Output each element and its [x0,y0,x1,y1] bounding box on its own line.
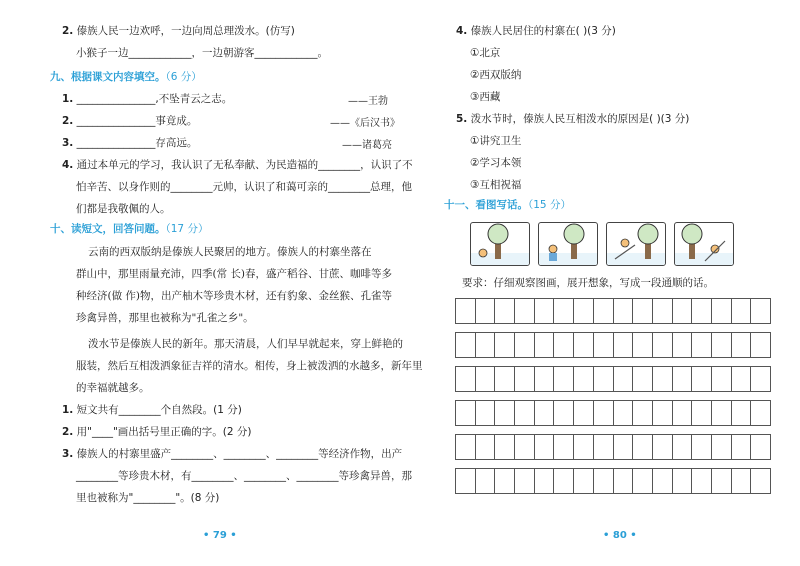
item-number: 4. [62,159,74,171]
grid-cell[interactable] [652,298,672,324]
grid-cell[interactable] [672,468,692,494]
item-number: 2. [62,426,74,438]
grid-cell[interactable] [672,366,692,392]
grid-cell[interactable] [691,332,711,358]
item-number: 1. [62,404,74,416]
item-text-continued: ________等珍贵木材，有________、________、________等珍禽异兽，那 [76,470,412,482]
grid-cell[interactable] [593,332,613,358]
grid-cell[interactable] [573,468,593,494]
grid-cell[interactable] [613,298,633,324]
comic-panel-4 [674,222,734,266]
grid-cell[interactable] [455,400,475,426]
item-number: 1. [62,93,74,105]
fill-item-3 [62,136,197,150]
grid-cell[interactable] [613,400,633,426]
grid-row [455,434,771,460]
reading-question-1 [62,403,242,417]
page-number-left: • 79 • [203,530,237,541]
attribution: ——诸葛亮 [342,140,392,151]
passage-line: 种经济(做 作)物，出产柚木等珍贵木材，还有豹象、金丝猴、孔雀等 [76,290,393,302]
writing-requirement: 要求：仔细观察图画，展开想象，写成一段通顺的话。 [462,277,714,289]
grid-cell[interactable] [711,434,731,460]
grid-cell[interactable] [672,400,692,426]
passage-line: 云南的西双版纳是傣族人民聚居的地方。傣族人的村寨坐落在 [88,246,372,258]
grid-cell[interactable] [573,332,593,358]
section-points: （15 分） [528,199,571,211]
grid-cell[interactable] [475,434,495,460]
grid-cell[interactable] [632,332,652,358]
grid-cell[interactable] [534,332,554,358]
grid-cell[interactable] [711,332,731,358]
grid-cell[interactable] [573,400,593,426]
grid-cell[interactable] [534,400,554,426]
option-item[interactable]: ③西藏 [470,91,501,103]
grid-cell[interactable] [534,468,554,494]
question-5 [456,112,689,126]
section-9-heading [50,70,202,84]
grid-cell[interactable] [711,400,731,426]
fill-blank[interactable]: ____________ [128,47,192,59]
grid-cell[interactable] [593,468,613,494]
grid-cell[interactable] [632,298,652,324]
section-title: 十、读短文，回答问题。 [50,223,166,235]
item-text-continued: 们都是我敬佩的人。 [76,203,171,215]
grid-cell[interactable] [475,298,495,324]
fill-item-2 [62,114,197,128]
grid-cell[interactable] [514,400,534,426]
item-text: _______________,不坠青云之志。 [76,93,233,105]
item-text: 泼水节时，傣族人民互相泼水的原因是( )(3 分) [470,113,690,125]
passage-line: 的幸福就越多。 [76,382,150,394]
passage-line: 泼水节是傣族人民的新年。那天清晨，人们早早就起来，穿上鲜艳的 [88,338,403,350]
grid-cell[interactable] [691,400,711,426]
imitation-middle: ，一边朝游客 [191,47,255,59]
grid-cell[interactable] [711,468,731,494]
grid-cell[interactable] [494,400,514,426]
grid-cell[interactable] [652,366,672,392]
grid-cell[interactable] [750,332,771,358]
option-item[interactable]: ①北京 [470,47,501,59]
grid-cell[interactable] [731,400,751,426]
grid-cell[interactable] [455,332,475,358]
grid-cell[interactable] [750,298,771,324]
attribution: ——王勃 [348,96,388,107]
item-text: _______________事竟成。 [76,115,198,127]
item-number: 2. [62,115,74,127]
grid-cell[interactable] [573,434,593,460]
question-4 [456,24,616,38]
grid-cell[interactable] [534,434,554,460]
grid-row [455,332,771,358]
grid-cell[interactable] [455,298,475,324]
grid-cell[interactable] [691,468,711,494]
item-text: _______________存高远。 [76,137,198,149]
grid-cell[interactable] [750,400,771,426]
grid-cell[interactable] [750,434,771,460]
option-item[interactable]: ①讲究卫生 [470,135,522,147]
option-item[interactable]: ③互相祝福 [470,179,522,191]
imitation-line [76,46,328,60]
grid-cell[interactable] [475,366,495,392]
grid-row [455,298,771,324]
grid-cell[interactable] [731,434,751,460]
fill-item-4 [62,158,413,172]
grid-cell[interactable] [613,366,633,392]
grid-cell[interactable] [672,298,692,324]
grid-cell[interactable] [632,468,652,494]
grid-cell[interactable] [731,298,751,324]
section-points: （17 分） [165,223,209,235]
grid-cell[interactable] [553,468,573,494]
question-text: 傣族人民一边欢呼，一边向周总理泼水。(仿写) [76,25,295,37]
comic-panel-2 [538,222,598,266]
grid-cell[interactable] [475,332,495,358]
item-number: 4. [456,25,468,37]
grid-cell[interactable] [534,298,554,324]
grid-cell[interactable] [711,366,731,392]
grid-cell[interactable] [613,468,633,494]
grid-cell[interactable] [514,468,534,494]
grid-cell[interactable] [672,332,692,358]
grid-row [455,400,771,426]
grid-cell[interactable] [534,366,554,392]
grid-cell[interactable] [494,434,514,460]
grid-cell[interactable] [573,366,593,392]
grid-cell[interactable] [494,332,514,358]
question-number: 2. [62,25,74,37]
grid-cell[interactable] [593,298,613,324]
item-text-continued: 里也被称为"________"。(8 分) [76,492,220,504]
grid-cell[interactable] [593,434,613,460]
grid-row [455,468,771,494]
comic-panel-3 [606,222,666,266]
grid-cell[interactable] [494,298,514,324]
page-number-right: • 80 • [603,530,637,541]
item-text: 用"____"画出括号里正确的字。(2 分) [76,426,252,438]
grid-cell[interactable] [652,400,672,426]
section-11-heading [444,198,571,212]
passage-line: 群山中，那里雨量充沛，四季(常 长)春，盛产稻谷、甘蔗、咖啡等多 [76,268,393,280]
grid-cell[interactable] [750,468,771,494]
item-text: 通过本单元的学习，我认识了无私奉献、为民造福的________，认识了不 [76,159,413,171]
grid-cell[interactable] [455,366,475,392]
grid-cell[interactable] [731,468,751,494]
grid-cell[interactable] [553,400,573,426]
grid-cell[interactable] [632,366,652,392]
section-points: （6 分） [165,71,202,83]
grid-cell[interactable] [652,468,672,494]
item-text: 短文共有________个自然段。(1 分) [76,404,242,416]
item-number: 5. [456,113,468,125]
grid-cell[interactable] [494,366,514,392]
item-number: 3. [62,448,74,460]
item-number: 3. [62,137,74,149]
grid-cell[interactable] [514,434,534,460]
reading-question-3 [62,447,402,461]
item-text-continued: 怕辛苦、以身作则的________元帅，认识了和蔼可亲的________总理，他 [76,181,412,193]
passage-line: 服装，然后互相泼洒象征吉祥的清水。相传，身上被泼洒的水越多，新年里 [76,360,423,372]
grid-cell[interactable] [514,366,534,392]
fill-blank[interactable]: ____________。 [254,47,328,59]
reading-question-2 [62,425,252,439]
grid-row [455,366,771,392]
grid-cell[interactable] [750,366,771,392]
section-10-heading [50,222,208,236]
grid-cell[interactable] [613,434,633,460]
grid-cell[interactable] [475,468,495,494]
passage-line: 珍禽异兽，那里也被称为"孔雀之乡"。 [76,312,254,324]
fill-item-1 [62,92,232,106]
option-item[interactable]: ②西双版纳 [470,69,522,81]
grid-cell[interactable] [455,468,475,494]
grid-cell[interactable] [632,400,652,426]
option-item[interactable]: ②学习本领 [470,157,522,169]
grid-cell[interactable] [553,366,573,392]
grid-cell[interactable] [494,468,514,494]
grid-cell[interactable] [691,434,711,460]
grid-cell[interactable] [731,332,751,358]
grid-cell[interactable] [613,332,633,358]
item-text: 傣族人的村寨里盛产________、________、________等经济作物，出产 [76,448,403,460]
grid-cell[interactable] [632,434,652,460]
grid-cell[interactable] [514,298,534,324]
grid-cell[interactable] [553,434,573,460]
grid-cell[interactable] [475,400,495,426]
grid-cell[interactable] [514,332,534,358]
section-title: 九、根据课文内容填空。 [50,71,166,83]
grid-cell[interactable] [573,298,593,324]
grid-cell[interactable] [553,298,573,324]
grid-cell[interactable] [691,298,711,324]
item-text: 傣族人民居住的村寨在( )(3 分) [470,25,616,37]
grid-cell[interactable] [691,366,711,392]
attribution: ——《后汉书》 [330,118,400,129]
grid-cell[interactable] [593,366,613,392]
grid-cell[interactable] [672,434,692,460]
grid-cell[interactable] [553,332,573,358]
question-8-2 [62,24,295,38]
grid-cell[interactable] [652,434,672,460]
imitation-start: 小猴子一边 [76,47,129,59]
grid-cell[interactable] [652,332,672,358]
grid-cell[interactable] [593,400,613,426]
grid-cell[interactable] [731,366,751,392]
grid-cell[interactable] [711,298,731,324]
section-title: 十一、看图写话。 [444,199,528,211]
writing-grid[interactable] [455,298,771,502]
grid-cell[interactable] [455,434,475,460]
comic-panel-1 [470,222,530,266]
